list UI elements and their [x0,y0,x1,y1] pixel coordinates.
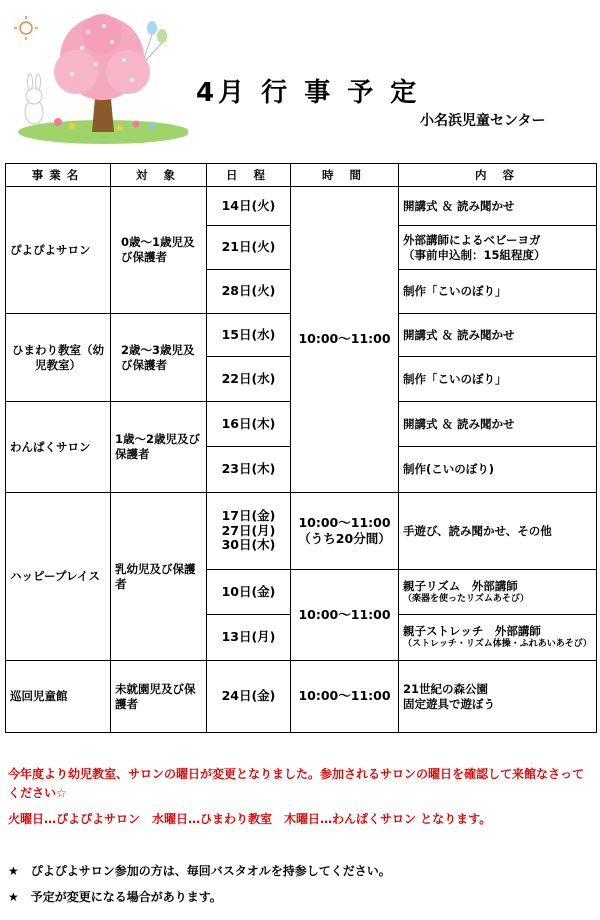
session-content: 21世紀の森公園 固定遊具で遊ぼう [399,661,597,733]
organization-name: 小名浜児童センター [420,113,546,129]
program-target: 0歳～1歳児及び保護者 [111,187,207,314]
session-date: 24日(金) [207,661,291,733]
session-content: 制作「こいのぼり」 [399,357,597,402]
session-date: 14日(火) [207,187,291,226]
header-content: 内 容 [399,164,597,187]
program-name: ぴよぴよサロン [6,187,111,314]
content-main: 親子ストレッチ 外部講師 [403,624,541,639]
session-content [399,570,597,615]
header-schedule: 日 程 [207,164,291,187]
session-time: 10:00～11:00 [291,187,399,493]
session-time: 10:00～11:00 [291,661,399,733]
session-time: 10:00～11:00 [291,570,399,661]
notice-weekday-list: 火曜日…ぴよぴよサロン 水曜日…ひまわり教室 木曜日…わんぱくサロン となります。 [8,812,492,826]
program-target: 1歳～2歳児及び保護者 [111,402,207,493]
content-note: （事前申込制：15組程度） [403,247,546,262]
session-date: 10日(金) [207,570,291,615]
table-header-row [6,164,597,187]
session-date: 28日(火) [207,270,291,314]
content-note: （ストレッチ・リズム体操・ふれあいあそび） [403,639,592,650]
note-schedule-may-change: ★ 予定が変更になる場合があります。 [8,890,222,904]
session-content: 開講式 ＆ 読み聞かせ [399,314,597,357]
content-note: （楽器を使ったリズムあそび） [403,593,529,604]
content-main: 外部講師によるベビーヨガ [403,232,541,247]
session-content: 手遊び、読み聞かせ、その他 [399,493,597,570]
session-date: 16日(木) [207,402,291,447]
cherry-tree-illustration [12,14,188,146]
table-row [6,187,597,226]
session-date: 17日(金) 27日(月) 30日(木) [207,493,291,570]
program-name: ハッピープレイス [6,493,111,661]
schedule-table [5,163,597,733]
table-row [6,493,597,570]
program-target: 未就園児及び保護者 [111,661,207,733]
header-target: 対 象 [111,164,207,187]
session-date: 15日(水) [207,314,291,357]
session-content: 開講式 ＆ 読み聞かせ [399,402,597,447]
program-name: 巡回児童館 [6,661,111,733]
header-time: 時 間 [291,164,399,187]
session-date: 13日(月) [207,615,291,661]
session-time: 10:00～11:00 （うち20分間） [291,493,399,570]
session-content: 開講式 ＆ 読み聞かせ [399,187,597,226]
session-content: 制作「こいのぼり」 [399,270,597,314]
page-title: 4月 行 事 予 定 [196,78,421,108]
content-main: 親子リズム 外部講師 [403,578,518,593]
table-row [6,661,597,733]
program-name: わんぱくサロン [6,402,111,493]
program-target: 2歳～3歳児及び保護者 [111,314,207,402]
session-content [399,226,597,270]
notice-schedule-change: 今年度より幼児教室、サロンの曜日が変更となりました。参加されるサロンの曜日を確認して来館なさってください☆ [8,767,585,800]
session-content: 制作(こいのぼり) [399,447,597,493]
session-date: 21日(火) [207,226,291,270]
note-bath-towel: ★ ぴよぴよサロン参加の方は、毎回バスタオルを持参してください。 [8,864,391,878]
program-name: ひまわり教室（幼児教室） [6,314,111,402]
header-program: 事業名 [6,164,111,187]
session-content [399,615,597,661]
session-date: 23日(木) [207,447,291,493]
session-date: 22日(水) [207,357,291,402]
program-target: 乳幼児及び保護者 [111,493,207,661]
